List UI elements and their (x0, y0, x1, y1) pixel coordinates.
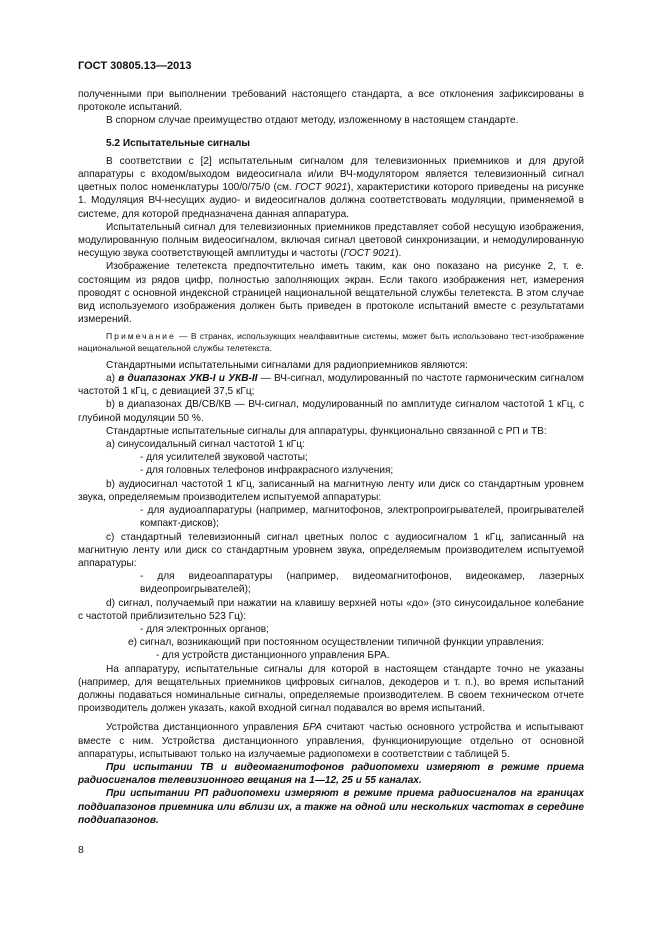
note-text: — В странах, использующих неалфавитные системы, может быть использовано тест-изображение национальной вещательной службы телетекста. (78, 331, 584, 353)
standard-reference: ГОСТ 9021 (295, 182, 348, 194)
list-item: a) синусоидальный сигнал частотой 1 кГц: (106, 439, 305, 451)
sub-list-item: - для видеоаппаратуры (например, видеомагнитофонов, видеокамер, лазерных видеопроигрывателей); (140, 571, 584, 596)
paragraph (78, 721, 584, 761)
text-run: Испытательный сигнал для телевизионных приемников представляет собой несущую изображения, модулированную полным видеосигналом, включая сигнал цветовой синхронизации, и немодулированную несущую звука соответствующей амплитуды и частоты ( (78, 221, 584, 260)
note-label: Примечание (106, 331, 176, 342)
text-run: a) (106, 373, 119, 385)
sub-list-item: - для устройств дистанционного управления БРА. (156, 650, 390, 662)
list-item (78, 372, 584, 398)
paragraph (78, 221, 584, 261)
text-run: считают частью основного устройства и испытывают вместе с ним. Устройства дистанционного управления, функционирующие отдельно от основной аппаратуры, испытывают только на излучаемые радиопомехи в соответствии с таблицей 5. (78, 722, 584, 760)
page-number: 8 (78, 844, 84, 856)
emphasis: БРА (302, 722, 322, 734)
sub-list-item: - для электронных органов; (140, 623, 269, 635)
sub-list-item: - для аудиоаппаратуры (например, магнитофонов, электропроигрывателей, проигрывателей компакт-дисков); (140, 505, 584, 530)
list-item: c) стандартный телевизионный сигнал цветных полос с аудиосигналом 1 кГц, записанный на магнитную ленту или диск со стандартным уровнем звука, определяемым производителем испытуемой аппаратуры: (78, 531, 584, 569)
standard-header: ГОСТ 30805.13—2013 (78, 60, 192, 72)
section-title: 5.2 Испытательные сигналы (106, 137, 251, 149)
list-item: e) сигнал, возникающий при постоянном осуществлении типичной функции управления: (128, 637, 545, 649)
list-item: b) аудиосигнал частотой 1 кГц, записанный на магнитную ленту или диск со стандартным уровнем звука, определяемым производителем испытуемой аппаратуры: (78, 478, 584, 503)
paragraph: Изображение телетекста предпочтительно иметь таким, как оно показано на рисунке 2, т. е. состоящим из рядов цифр, полностью заполняющих экран. Если такого изображения нет, измерения проводят с основной индексной страницей национальной вещательной службы телетекста. В этом случае вид используемого изображения должен быть приведен в протоколе испытаний вместе с результатами измерений. (78, 261, 584, 326)
emphasized-paragraph: При испытании ТВ и видеомагнитофонов радиопомехи измеряют в режиме приема радиосигналов телевизионного вещания на 1—12, 25 и 55 каналах. (78, 761, 584, 787)
note (78, 331, 584, 353)
document-body (78, 88, 584, 827)
text-run: ). (395, 248, 402, 260)
paragraph: Стандартные испытательные сигналы для аппаратуры, функционально связанной с РП и ТВ: (106, 425, 547, 437)
paragraph: На аппаратуру, испытательные сигналы для которой в настоящем стандарте точно не указаны (например, для вещательных приемников цифровых сигналов, декодеров и т. п.), во время испытаний должны подаваться номинальные сигналы, определяемые производителем. В своем техническом отчете производитель должен указать, какой входной сигнал подавался во время испытаний. (78, 663, 584, 715)
paragraph (78, 155, 584, 221)
sub-list-item: - для головных телефонов инфракрасного излучения; (140, 465, 394, 477)
text-run: ), характеристики которого приведены на рисунке 1. Модуляция ВЧ-несущих аудио- и видеосигналов должна соответствовать модуляции, применяемой в системе, для которой предназначена данная аппаратура. (78, 182, 584, 220)
paragraph: Стандартными испытательными сигналами для радиоприемников являются: (106, 359, 468, 371)
sub-list-item: - для усилителей звуковой частоты; (140, 452, 308, 464)
list-item: d) сигнал, получаемый при нажатии на клавишу верхней ноты «до» (это синусоидальное колебание с частотой приблизительно 523 Гц): (78, 597, 584, 622)
emphasis: в диапазонах УКВ-I и УКВ-II (118, 373, 258, 385)
text-run: В соответствии с [2] испытательным сигналом для телевизионных приемников и для другой аппаратуры с входом/выходом видеосигнала и/или ВЧ-модулятором является телевизионный сигнал цветных полос номенклатуры 100/0/75/0 (см. (78, 155, 584, 194)
paragraph: полученными при выполнении требований настоящего стандарта, а все отклонения зафиксированы в протоколе испытаний. (78, 89, 584, 114)
text-run: — ВЧ-сигнал, модулированный по частоте гармоническим сигналом частотой 1 кГц, с девиацией 37,5 кГц; (78, 373, 584, 398)
text-run: Устройства дистанционного управления (106, 722, 303, 734)
list-item: b) в диапазонах ДВ/СВ/КВ — ВЧ-сигнал, модулированный по амплитуде сигналом частотой 1 кГц, с глубиной модуляции 50 %. (78, 399, 584, 424)
standard-reference: ГОСТ 9021 (343, 248, 396, 260)
emphasized-paragraph: При испытании РП радиопомехи измеряют в режиме приема радиосигналов на границах поддиапазонов приемника или вблизи их, а также на одной или нескольких частотах в середине поддиапазонов. (78, 788, 584, 826)
paragraph: В спорном случае преимущество отдают методу, изложенному в настоящем стандарте. (106, 115, 519, 127)
